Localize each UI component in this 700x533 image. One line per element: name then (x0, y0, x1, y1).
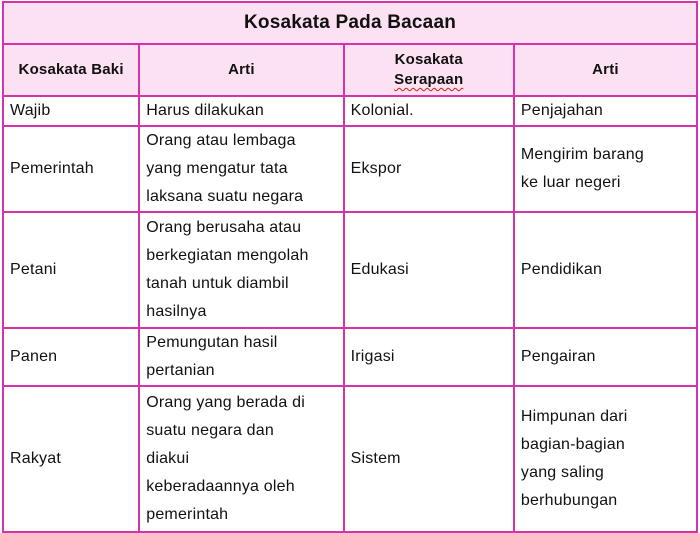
cell-arti-serapan (514, 386, 697, 532)
cell-arti-baku (139, 328, 343, 386)
header-kosakata-baku: Kosakata Baki (3, 44, 139, 96)
table-row (3, 212, 697, 328)
cell-kosakata-serapan: Sistem (344, 386, 514, 532)
cell-line: tanah untuk diambil (146, 275, 289, 292)
cell-line: Pemungutan hasil (146, 334, 278, 351)
cell-arti-serapan (514, 126, 697, 212)
cell-arti-baku (139, 126, 343, 212)
cell-line: Pengairan (520, 348, 596, 365)
cell-line: pertanian (146, 362, 215, 379)
cell-arti-serapan (514, 212, 697, 328)
header-arti-serapan: Arti (514, 44, 697, 96)
cell-arti-baku (139, 96, 343, 126)
cell-line: Orang atau lembaga (146, 132, 296, 149)
cell-line: berhubungan (520, 492, 618, 509)
cell-line: pemerintah (146, 506, 229, 523)
cell-line: hasilnya (146, 303, 207, 320)
cell-line: Himpunan dari (520, 408, 628, 425)
cell-line: keberadaannya oleh (146, 478, 295, 495)
cell-arti-serapan (514, 328, 697, 386)
cell-kosakata-serapan: Kolonial. (344, 96, 514, 126)
cell-kosakata-baku: Panen (3, 328, 139, 386)
header-arti-baku: Arti (139, 44, 343, 96)
table-row (3, 328, 697, 386)
cell-kosakata-serapan: Irigasi (344, 328, 514, 386)
cell-line: laksana suatu negara (146, 188, 304, 205)
cell-line: berkegiatan mengolah (146, 247, 309, 264)
cell-arti-serapan (514, 96, 697, 126)
cell-line: yang saling (520, 464, 605, 481)
cell-line: Pendidikan (520, 261, 603, 278)
cell-kosakata-baku: Rakyat (3, 386, 139, 532)
cell-kosakata-baku: Petani (3, 212, 139, 328)
cell-line: bagian-bagian (520, 436, 625, 453)
cell-line: diakui (146, 450, 190, 467)
header-kosakata-serapan-line2: Serapaan (394, 71, 464, 88)
cell-line: Orang yang berada di (146, 394, 306, 411)
table-title: Kosakata Pada Bacaan (3, 2, 697, 44)
header-kosakata-serapan (344, 44, 514, 96)
cell-line: Mengirim barang (520, 146, 644, 163)
table-row (3, 96, 697, 126)
cell-kosakata-baku: Wajib (3, 96, 139, 126)
cell-arti-baku (139, 386, 343, 532)
cell-line: suatu negara dan (146, 422, 274, 439)
cell-line: ke luar negeri (520, 174, 621, 191)
cell-kosakata-serapan: Edukasi (344, 212, 514, 328)
table-row (3, 386, 697, 532)
header-kosakata-serapan-line1: Kosakata (394, 51, 463, 68)
cell-line: Harus dilakukan (146, 102, 264, 119)
cell-line: Penjajahan (520, 102, 603, 119)
cell-arti-baku (139, 212, 343, 328)
vocabulary-table (2, 1, 698, 533)
cell-line: Orang berusaha atau (146, 219, 302, 236)
cell-line: yang mengatur tata (146, 160, 288, 177)
cell-kosakata-baku: Pemerintah (3, 126, 139, 212)
table-row (3, 126, 697, 212)
cell-kosakata-serapan: Ekspor (344, 126, 514, 212)
